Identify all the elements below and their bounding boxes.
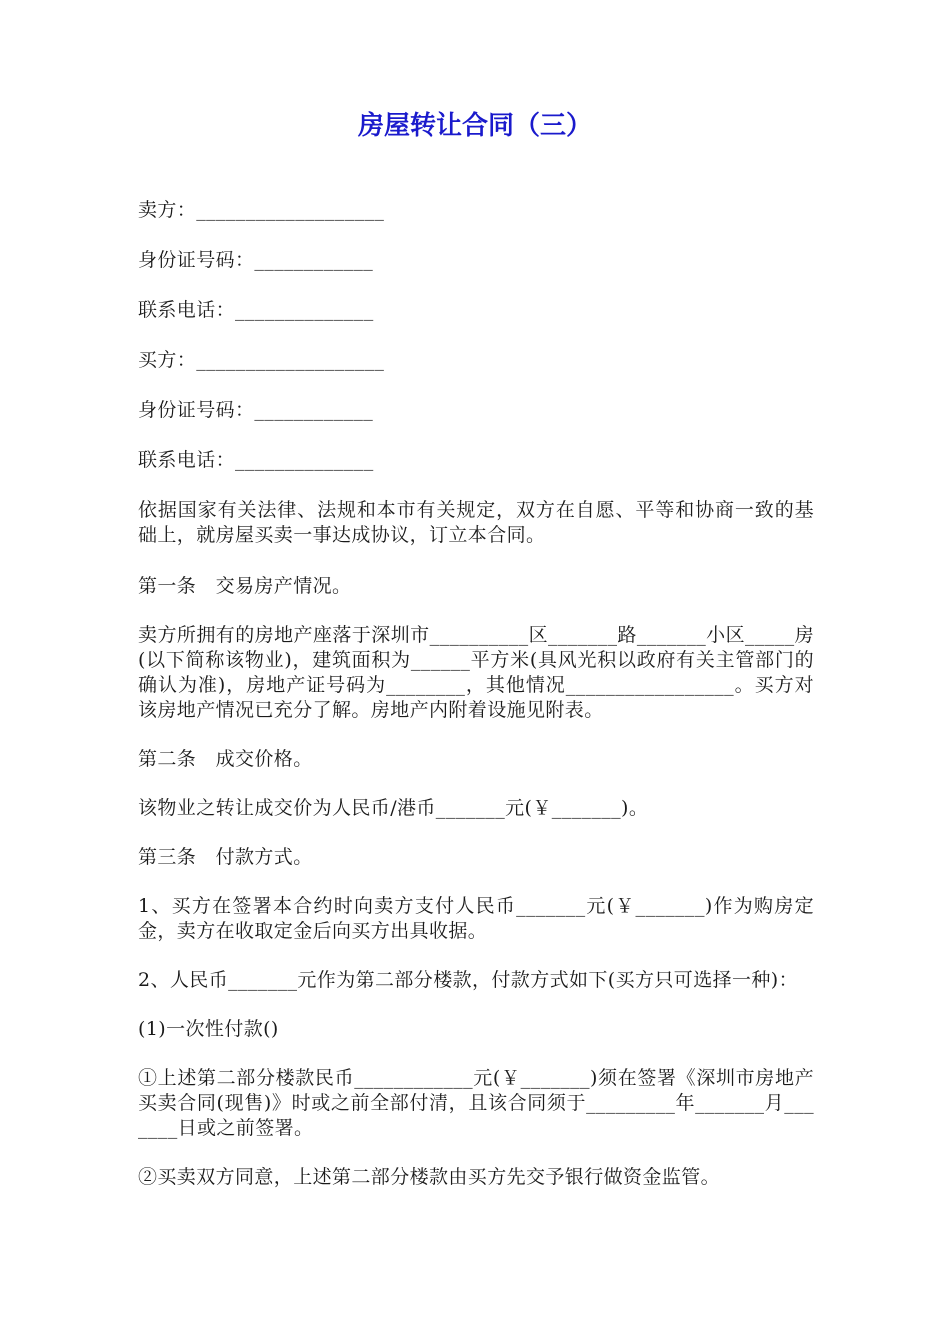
article3-option1: (1)一次性付款() (138, 1018, 279, 1040)
seller-id-field: 身份证号码：____________ (138, 249, 374, 271)
article3-item2: 2、人民币_______元作为第二部分楼款，付款方式如下(买方只可选择一种)： (138, 969, 799, 991)
article3-option1-b: ②买卖双方同意，上述第二部分楼款由买方先交予银行做资金监管。 (138, 1166, 721, 1188)
article3-heading: 第三条 付款方式。 (138, 846, 313, 868)
article3-item1: 1、买方在签署本合约时向卖方支付人民币_______元(￥_______)作为购房定金，卖方在收取定金后向买方出具收据。 (138, 895, 814, 942)
article1-body: 卖方所拥有的房地产座落于深圳市__________区_______路_______小区_____房(以下简称该物业)，建筑面积为______平方米(具风光积以政府有关主管部门的确认为准)，房地产证号码为________，其他情况_________________。买方对该房地产情况已充分了解。房地产内附着设施见附表。 (138, 624, 814, 721)
article3-option1-a: ①上述第二部分楼款民币____________元(￥_______)须在签署《深圳市房地产买卖合同(现售)》时或之前全部付清，且该合同须于_________年_______月_______日或之前签署。 (138, 1067, 814, 1139)
seller-phone-field: 联系电话：______________ (138, 299, 374, 321)
buyer-name-field: 买方：___________________ (138, 349, 385, 371)
preamble-paragraph: 依据国家有关法律、法规和本市有关规定，双方在自愿、平等和协商一致的基础上，就房屋买卖一事达成协议，订立本合同。 (138, 499, 814, 546)
seller-name-field: 卖方：___________________ (138, 199, 385, 221)
article2-body: 该物业之转让成交价为人民币/港币_______元(￥_______)。 (138, 797, 649, 819)
article1-heading: 第一条 交易房产情况。 (138, 575, 352, 597)
document-title: 房屋转让合同（三） (357, 111, 592, 141)
article2-heading: 第二条 成交价格。 (138, 748, 313, 770)
buyer-id-field: 身份证号码：____________ (138, 399, 374, 421)
buyer-phone-field: 联系电话：______________ (138, 449, 374, 471)
document-body (138, 198, 814, 1214)
